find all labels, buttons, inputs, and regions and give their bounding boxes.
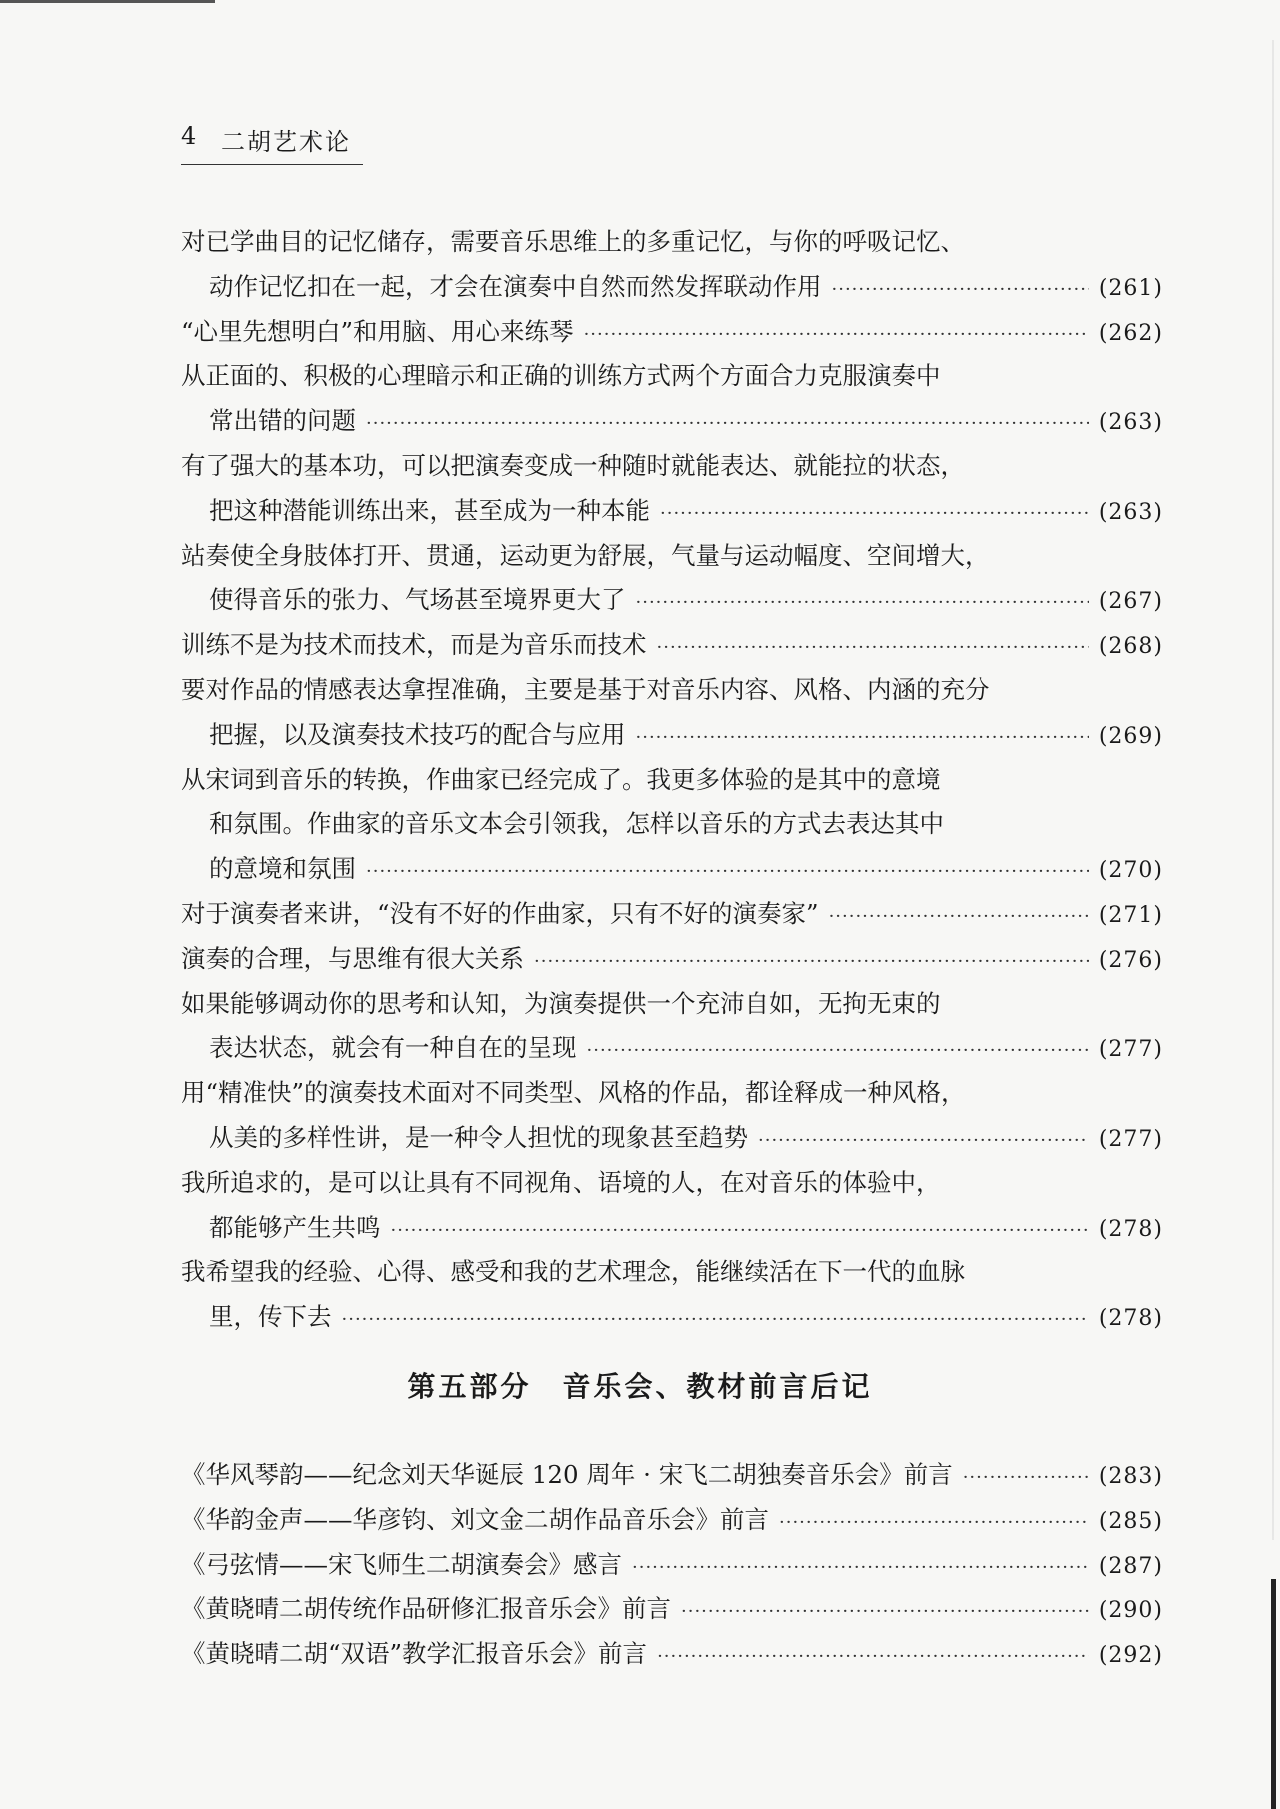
toc-entry	[181, 534, 1163, 624]
toc-entry-text: 对于演奏者来讲，“没有不好的作曲家，只有不好的演奏家”	[181, 898, 819, 928]
toc-page-number: (276)	[1098, 947, 1163, 973]
toc-entry	[181, 982, 1163, 1072]
dot-leader	[681, 1590, 1089, 1635]
toc-entry-line	[181, 1250, 1163, 1295]
toc-entry-line	[181, 1295, 1163, 1340]
scan-edge-right	[1272, 40, 1274, 1540]
toc-entry-line	[181, 1632, 1163, 1677]
dot-leader	[342, 1298, 1089, 1343]
toc-entry	[181, 1161, 1163, 1251]
toc-entry	[181, 1071, 1163, 1161]
toc-page-number: (271)	[1098, 902, 1163, 928]
toc-entry-line	[181, 578, 1163, 623]
toc-entry-line	[181, 713, 1163, 758]
toc-entry	[181, 1250, 1163, 1340]
toc-entry	[181, 937, 1163, 982]
dot-leader	[636, 716, 1089, 761]
toc-page-number: (277)	[1098, 1037, 1163, 1063]
toc-entry	[181, 1632, 1163, 1677]
toc-entry-text: 训练不是为技术而技术，而是为音乐而技术	[181, 630, 647, 660]
toc-entry-text: 常出错的问题	[209, 406, 356, 436]
dot-leader	[587, 1029, 1089, 1074]
toc-entry-text: 《弓弦情——宋飞师生二胡演奏会》感言	[181, 1549, 622, 1579]
toc-page-number: (292)	[1098, 1643, 1163, 1669]
toc-page-number: (262)	[1098, 320, 1163, 346]
toc-entry-line	[181, 758, 1163, 803]
running-head	[181, 118, 363, 165]
dot-leader	[829, 895, 1089, 940]
toc-entry-text: 演奏的合理，与思维有很大关系	[181, 943, 524, 973]
toc-entry-line	[181, 982, 1163, 1027]
toc-entry-text: 表达状态，就会有一种自在的呈现	[209, 1033, 577, 1063]
toc-entry-text: 把握，以及演奏技术技巧的配合与应用	[209, 719, 626, 749]
toc-page-number: (287)	[1098, 1553, 1163, 1579]
toc-entry-text: 里，传下去	[209, 1302, 332, 1332]
toc-entry	[181, 220, 1163, 310]
dot-leader	[657, 626, 1089, 671]
dot-leader	[391, 1209, 1089, 1254]
book-title: 二胡艺术论	[221, 128, 351, 156]
toc-entry-text: 对已学曲目的记忆储存，需要音乐思维上的多重记忆，与你的呼吸记忆、	[181, 227, 965, 256]
toc-entry-text: 《华风琴韵——纪念刘天华诞辰 120 周年 · 宋飞二胡独奏音乐会》前言	[181, 1460, 953, 1489]
toc-entry-line	[181, 354, 1163, 399]
toc-entry	[181, 623, 1163, 668]
toc-list	[181, 220, 1163, 1340]
toc-page-number: (283)	[1098, 1464, 1163, 1489]
toc-entry-line	[181, 265, 1163, 310]
dot-leader	[366, 402, 1089, 447]
toc-entry-text: 从正面的、积极的心理暗示和正确的训练方式两个方面合力克服演奏中	[181, 361, 941, 391]
toc-page-number: (263)	[1098, 410, 1163, 436]
toc-entry-line	[181, 1498, 1163, 1543]
toc-entry-line	[181, 937, 1163, 982]
toc-entry-line	[181, 802, 1163, 847]
toc-entry-text: 从宋词到音乐的转换，作曲家已经完成了。我更多体验的是其中的意境	[181, 764, 941, 794]
dot-leader	[584, 313, 1089, 358]
toc-page-number: (278)	[1098, 1216, 1163, 1242]
toc-page-number: (277)	[1098, 1126, 1163, 1152]
toc-entry-line	[181, 892, 1163, 937]
scan-edge-corner	[1271, 1579, 1276, 1809]
toc-entry-text: 《黄晓晴二胡“双语”教学汇报音乐会》前言	[181, 1639, 648, 1669]
toc-entry-text: 使得音乐的张力、气场甚至境界更大了	[209, 585, 626, 615]
toc-entry-text: 《黄晓晴二胡传统作品研修汇报音乐会》前言	[181, 1594, 671, 1624]
toc-entry-line	[181, 1206, 1163, 1251]
toc-page-number: (285)	[1098, 1508, 1163, 1534]
toc-entry-line	[181, 534, 1163, 579]
dot-leader	[534, 940, 1089, 985]
dot-leader	[963, 1456, 1089, 1501]
toc-page-number: (278)	[1098, 1306, 1163, 1332]
toc-page-number: (270)	[1098, 858, 1163, 884]
toc-page-number: (261)	[1098, 275, 1163, 301]
toc-entry-text: 要对作品的情感表达拿捏准确，主要是基于对音乐内容、风格、内涵的充分	[181, 674, 990, 704]
toc-entry-line	[181, 623, 1163, 668]
toc-entry-text: 如果能够调动你的思考和认知，为演奏提供一个充沛自如，无拘无束的	[181, 988, 941, 1018]
dot-leader	[657, 1635, 1089, 1680]
section-toc-list	[181, 1453, 1163, 1677]
dot-leader	[758, 1119, 1089, 1164]
toc-entry-line	[181, 399, 1163, 444]
toc-entry-text: 从美的多样性讲，是一种令人担忧的现象甚至趋势	[209, 1122, 748, 1152]
toc-entry-text: 把这种潜能训练出来，甚至成为一种本能	[209, 495, 650, 525]
page-number: 4	[181, 122, 197, 150]
toc-page-number: (268)	[1098, 634, 1163, 660]
toc-entry	[181, 668, 1163, 758]
toc-page-number: (267)	[1098, 589, 1163, 615]
toc-entry-text: 有了强大的基本功，可以把演奏变成一种随时就能表达、就能拉的状态，	[181, 450, 965, 480]
scan-edge-top	[0, 0, 215, 3]
dot-leader	[632, 1546, 1089, 1591]
toc-entry-line	[181, 444, 1163, 489]
toc-entry	[181, 892, 1163, 937]
toc-entry	[181, 310, 1163, 355]
toc-entry-line	[181, 1026, 1163, 1071]
toc-entry-line	[181, 1587, 1163, 1632]
toc-entry-text: 我所追求的，是可以让具有不同视角、语境的人，在对音乐的体验中，	[181, 1167, 941, 1197]
toc-entry-line	[181, 220, 1163, 265]
toc-entry	[181, 444, 1163, 534]
toc-page-number: (290)	[1098, 1598, 1163, 1624]
toc-entry-line	[181, 847, 1163, 892]
toc-entry-text: 动作记忆扣在一起，才会在演奏中自然而然发挥联动作用	[209, 271, 822, 301]
toc-entry	[181, 1587, 1163, 1632]
toc-entry-text: 的意境和氛围	[209, 854, 356, 884]
toc-entry-text: 和氛围。作曲家的音乐文本会引领我，怎样以音乐的方式去表达其中	[209, 809, 944, 839]
dot-leader	[660, 492, 1089, 537]
toc-entry-text: 用“精准快”的演奏技术面对不同类型、风格的作品，都诠释成一种风格，	[181, 1078, 966, 1108]
toc-entry-text: 站奏使全身肢体打开、贯通，运动更为舒展，气量与运动幅度、空间增大，	[181, 540, 990, 570]
toc-entry-line	[181, 1453, 1163, 1498]
toc-entry-line	[181, 1116, 1163, 1161]
toc-entry-line	[181, 310, 1163, 355]
toc-entry-text: 《华韵金声——华彦钧、刘文金二胡作品音乐会》前言	[181, 1504, 769, 1534]
toc-entry-line	[181, 1161, 1163, 1206]
dot-leader	[366, 850, 1089, 895]
toc-entry-line	[181, 1071, 1163, 1116]
toc-entry-text: 我希望我的经验、心得、感受和我的艺术理念，能继续活在下一代的血脉	[181, 1257, 965, 1287]
toc-entry-text: 都能够产生共鸣	[209, 1212, 381, 1242]
dot-leader	[636, 581, 1089, 626]
toc-entry-text: “心里先想明白”和用脑、用心来练琴	[181, 316, 574, 346]
toc-entry-line	[181, 489, 1163, 534]
toc-entry	[181, 1453, 1163, 1498]
dot-leader	[832, 268, 1089, 313]
section-title: 第五部分 音乐会、教材前言后记	[407, 1370, 873, 1403]
toc-entry	[181, 1543, 1163, 1588]
toc-entry	[181, 354, 1163, 444]
toc-page-number: (263)	[1098, 499, 1163, 525]
toc-entry	[181, 1498, 1163, 1543]
toc-entry	[181, 758, 1163, 892]
toc-entry-line	[181, 668, 1163, 713]
toc-entry-line	[181, 1543, 1163, 1588]
dot-leader	[779, 1501, 1089, 1546]
toc-page-number: (269)	[1098, 723, 1163, 749]
